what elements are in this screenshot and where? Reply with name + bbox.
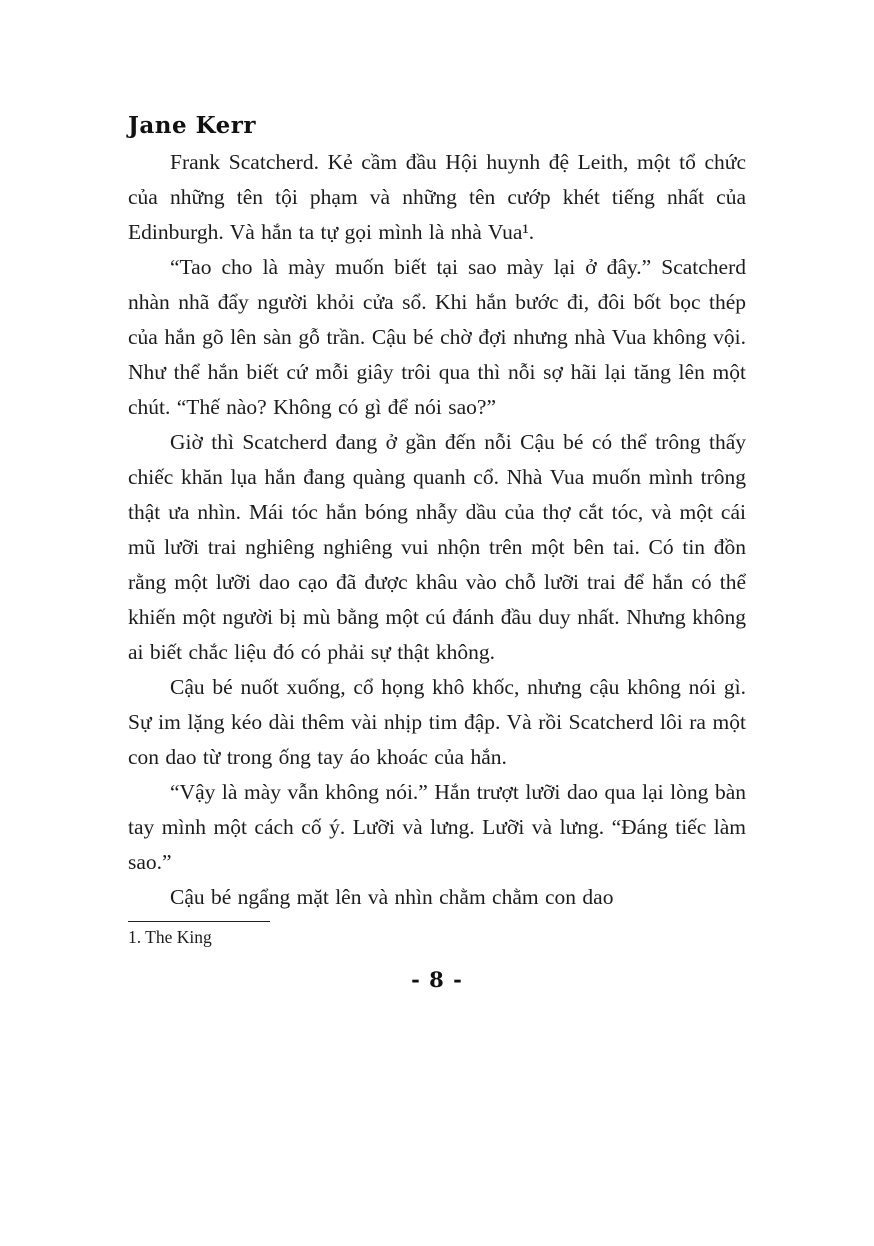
paragraph: Giờ thì Scatcherd đang ở gần đến nỗi Cậu bé có thể trông thấy chiếc khăn lụa hắn đang quàng quanh cổ. Nhà Vua muốn mình trông thật ưa nhìn. Mái tóc hắn bóng nhẫy dầu của thợ cắt tóc, và một cái mũ lưỡi trai nghiêng nghiêng vui nhộn trên một bên tai. Có tin đồn rằng một lưỡi dao cạo đã được khâu vào chỗ lưỡi trai để hắn có thể khiến một người bị mù bằng một cú đánh đầu duy nhất. Nhưng không ai biết chắc liệu đó có phải sự thật không. — [128, 430, 746, 664]
paragraph: Cậu bé nuốt xuống, cổ họng khô khốc, nhưng cậu không nói gì. Sự im lặng kéo dài thêm vài nhịp tim đập. Và rồi Scatcherd lôi ra một con dao từ trong ống tay áo khoác của hắn. — [128, 675, 746, 769]
page-number: - 8 - — [411, 967, 463, 992]
running-header-author: Jane Kerr — [128, 112, 257, 139]
paragraph: “Vậy là mày vẫn không nói.” Hắn trượt lưỡi dao qua lại lòng bàn tay mình một cách cố ý. Lưỡi và lưng. Lưỡi và lưng. “Đáng tiếc làm sao.” — [128, 780, 746, 874]
page-footer — [128, 921, 746, 992]
paragraph: Frank Scatcherd. Kẻ cầm đầu Hội huynh đệ Leith, một tổ chức của những tên tội phạm và những tên cướp khét tiếng nhất của Edinburgh. Và hắn ta tự gọi mình là nhà Vua¹. — [128, 150, 746, 244]
paragraph: Cậu bé ngẩng mặt lên và nhìn chằm chằm con dao — [170, 885, 614, 909]
footnote — [128, 921, 746, 949]
footnote-divider — [128, 921, 270, 922]
footnote-text: 1. The King — [128, 927, 212, 947]
body-text — [128, 145, 746, 915]
paragraph: “Tao cho là mày muốn biết tại sao mày lại ở đây.” Scatcherd nhàn nhã đẩy người khỏi cửa sổ. Khi hắn bước đi, đôi bốt bọc thép của hắn gõ lên sàn gỗ trần. Cậu bé chờ đợi nhưng nhà Vua không vội. Như thể hắn biết cứ mỗi giây trôi qua thì nỗi sợ hãi lại tăng lên một chút. “Thế nào? Không có gì để nói sao?” — [128, 255, 746, 419]
